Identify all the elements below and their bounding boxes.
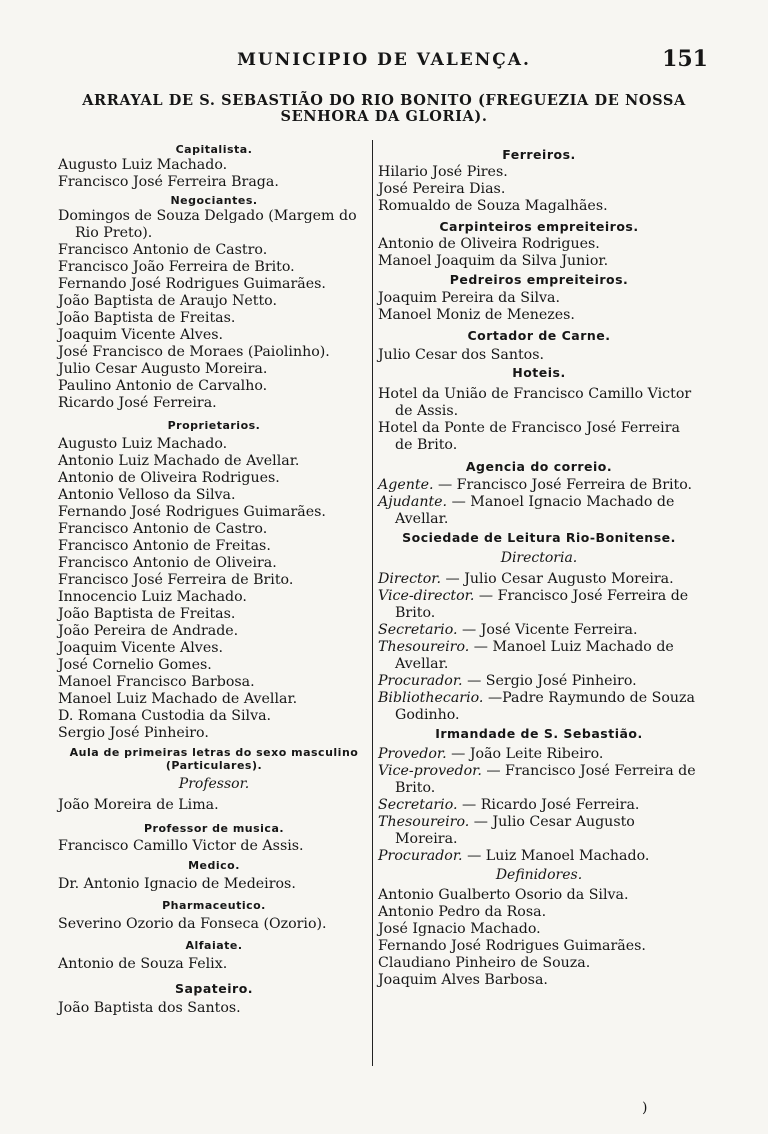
list-item xyxy=(378,848,700,865)
list-item xyxy=(378,639,700,673)
heading-ferreiros: Ferreiros. xyxy=(502,147,576,162)
heading-pedreiros: Pedreiros empreiteiros. xyxy=(449,272,629,287)
role-name: — Francisco José Ferreira de Brito. xyxy=(395,763,696,796)
list-item: José Cornelio Gomes. xyxy=(58,657,212,673)
role-label: Vice-director. xyxy=(378,588,475,604)
list-item: Manoel Francisco Barbosa. xyxy=(58,674,255,690)
list-item: Innocencio Luiz Machado. xyxy=(58,589,247,605)
list-item: Antonio de Oliveira Rodrigues. xyxy=(58,470,280,486)
list-item xyxy=(378,763,700,797)
list-agencia xyxy=(378,477,700,528)
page-header xyxy=(0,46,768,76)
list-item xyxy=(378,814,700,848)
list-item: João Baptista de Araujo Netto. xyxy=(58,293,277,309)
role-name: — Julio Cesar Augusto Moreira. xyxy=(395,814,635,847)
list-item: Joaquim Alves Barbosa. xyxy=(378,972,548,988)
left-column xyxy=(58,142,370,1017)
list-item: Julio Cesar Augusto Moreira. xyxy=(58,361,268,377)
role-label: Thesoureiro. xyxy=(378,639,470,655)
role-name: — Francisco José Ferreira de Brito. xyxy=(437,477,693,493)
list-item: Claudiano Pinheiro de Souza. xyxy=(378,955,591,971)
list-item: Julio Cesar dos Santos. xyxy=(378,347,544,363)
list-item: Antonio Velloso da Silva. xyxy=(58,487,236,503)
role-name: — José Vicente Ferreira. xyxy=(462,622,638,638)
role-label: Director. xyxy=(378,571,442,587)
list-capitalista xyxy=(58,157,370,191)
list-item: José Francisco de Moraes (Paiolinho). xyxy=(58,344,330,360)
list-item: Augusto Luiz Machado. xyxy=(58,436,228,452)
role-label: Vice-provedor. xyxy=(378,763,482,779)
heading-aula-line-2: (Particulares). xyxy=(165,759,263,772)
list-item: Paulino Antonio de Carvalho. xyxy=(58,378,268,394)
list-item xyxy=(378,494,700,528)
list-item: Hotel da União de Francisco Camillo Victor de Assis. xyxy=(378,386,692,419)
list-item: Antonio Pedro da Rosa. xyxy=(378,904,547,920)
heading-sociedade: Sociedade de Leitura Rio-Bonitense. xyxy=(402,530,676,545)
list-item xyxy=(378,477,700,494)
heading-proprietarios: Proprietarios. xyxy=(167,419,261,432)
list-item: Fernando José Rodrigues Guimarães. xyxy=(378,938,646,954)
list-proprietarios xyxy=(58,436,370,742)
list-item: Francisco Antonio de Castro. xyxy=(58,521,268,537)
list-item: Fernando José Rodrigues Guimarães. xyxy=(58,276,326,292)
role-label: Provedor. xyxy=(378,746,447,762)
list-item: Antonio Gualberto Osorio da Silva. xyxy=(378,887,629,903)
list-item xyxy=(378,588,700,622)
heading-cortador: Cortador de Carne. xyxy=(467,328,611,343)
role-label: Procurador. xyxy=(378,848,463,864)
list-item: Manoel Moniz de Menezes. xyxy=(378,307,575,323)
list-item: Francisco Antonio de Castro. xyxy=(58,242,268,258)
list-item xyxy=(378,797,700,814)
list-item: Dr. Antonio Ignacio de Medeiros. xyxy=(58,876,296,892)
list-negociantes xyxy=(58,208,370,412)
heading-medico: Medico. xyxy=(188,859,240,872)
list-item: João Moreira de Lima. xyxy=(58,797,219,813)
list-item: Francisco Antonio de Oliveira. xyxy=(58,555,277,571)
heading-professor-musica: Professor de musica. xyxy=(143,822,285,835)
list-sociedade xyxy=(378,571,700,724)
heading-pharmaceutico: Pharmaceutico. xyxy=(162,899,266,912)
role-name: — João Leite Ribeiro. xyxy=(451,746,604,762)
heading-agencia: Agencia do correio. xyxy=(465,459,613,474)
column-divider xyxy=(372,140,373,1066)
list-item: Francisco José Ferreira de Brito. xyxy=(58,572,294,588)
list-item: João Pereira de Andrade. xyxy=(58,623,239,639)
footer-mark: ) xyxy=(642,1100,648,1116)
list-item xyxy=(378,690,700,724)
role-label: Ajudante. xyxy=(378,494,448,510)
list-item: Antonio de Oliveira Rodrigues. xyxy=(378,236,600,252)
section-title: ARRAYAL DE S. SEBASTIÃO DO RIO BONITO (FREGUEZIA DE NOSSA SENHORA DA GLORIA). xyxy=(82,92,686,125)
list-item: Ricardo José Ferreira. xyxy=(58,395,217,411)
page-number: 151 xyxy=(662,46,708,72)
right-column xyxy=(378,142,700,989)
list-item: Fernando José Rodrigues Guimarães. xyxy=(58,504,326,520)
role-label: Thesoureiro. xyxy=(378,814,470,830)
list-item: Francisco Antonio de Freitas. xyxy=(58,538,271,554)
list-item: Francisco João Ferreira de Brito. xyxy=(58,259,295,275)
list-item: Romualdo de Souza Magalhães. xyxy=(378,198,608,214)
list-item: Hilario José Pires. xyxy=(378,164,508,180)
list-hoteis xyxy=(378,386,700,454)
role-name: — Manoel Ignacio Machado de Avellar. xyxy=(395,494,675,527)
list-item: José Pereira Dias. xyxy=(378,181,506,197)
role-label: Secretario. xyxy=(378,622,458,638)
list-item xyxy=(378,571,700,588)
role-name: — Francisco José Ferreira de Brito. xyxy=(395,588,689,621)
role-name: — Luiz Manoel Machado. xyxy=(467,848,650,864)
subheading-directoria: Directoria. xyxy=(500,550,578,566)
list-item: D. Romana Custodia da Silva. xyxy=(58,708,272,724)
list-carpinteiros xyxy=(378,236,700,270)
list-item: Antonio de Souza Felix. xyxy=(58,956,228,972)
heading-capitalista: Capitalista. xyxy=(175,143,253,156)
heading-irmandade: Irmandade de S. Sebastião. xyxy=(435,726,643,741)
heading-hoteis: Hoteis. xyxy=(512,365,566,380)
running-title: MUNICIPIO DE VALENÇA. xyxy=(237,50,531,70)
list-pedreiros xyxy=(378,290,700,324)
list-item xyxy=(378,673,700,690)
list-item: Domingos de Souza Delgado (Margem do Rio Preto). xyxy=(58,208,357,241)
role-name: — Manoel Luiz Machado de Avellar. xyxy=(395,639,674,672)
list-item: Manoel Luiz Machado de Avellar. xyxy=(58,691,298,707)
list-irmandade xyxy=(378,746,700,865)
list-item: Antonio Luiz Machado de Avellar. xyxy=(58,453,300,469)
role-label: Agente. xyxy=(378,477,434,493)
heading-sapateiro: Sapateiro. xyxy=(174,981,254,996)
subheading-professor: Professor. xyxy=(178,776,250,792)
list-item: Francisco Camillo Victor de Assis. xyxy=(58,838,304,854)
list-item: João Baptista de Freitas. xyxy=(58,606,236,622)
heading-alfaiate: Alfaiate. xyxy=(185,939,243,952)
list-item: Hotel da Ponte de Francisco José Ferreira de Brito. xyxy=(378,420,680,453)
list-item: Manoel Joaquim da Silva Junior. xyxy=(378,253,609,269)
list-item: Joaquim Pereira da Silva. xyxy=(378,290,561,306)
list-item xyxy=(378,746,700,763)
list-item: Severino Ozorio da Fonseca (Ozorio). xyxy=(58,916,327,932)
list-item: José Ignacio Machado. xyxy=(378,921,541,937)
list-item: Augusto Luiz Machado. xyxy=(58,157,228,173)
list-item: João Baptista de Freitas. xyxy=(58,310,236,326)
list-item: Joaquim Vicente Alves. xyxy=(58,640,224,656)
list-item xyxy=(378,622,700,639)
role-name: — Julio Cesar Augusto Moreira. xyxy=(445,571,674,587)
list-item: Francisco José Ferreira Braga. xyxy=(58,174,279,190)
role-label: Bibliothecario. xyxy=(378,690,484,706)
role-label: Procurador. xyxy=(378,673,463,689)
role-name: — Sergio José Pinheiro. xyxy=(467,673,637,689)
role-name: — Ricardo José Ferreira. xyxy=(462,797,640,813)
list-item: João Baptista dos Santos. xyxy=(58,1000,241,1016)
list-ferreiros xyxy=(378,164,700,215)
role-label: Secretario. xyxy=(378,797,458,813)
heading-aula xyxy=(58,746,370,772)
heading-carpinteiros: Carpinteiros empreiteiros. xyxy=(439,219,639,234)
heading-negociantes: Negociantes. xyxy=(170,194,258,207)
list-item: Joaquim Vicente Alves. xyxy=(58,327,224,343)
list-item: Sergio José Pinheiro. xyxy=(58,725,209,741)
role-name: —Padre Raymundo de Souza Godinho. xyxy=(395,690,695,723)
subheading-definidores: Definidores. xyxy=(495,867,583,883)
heading-aula-line-1: Aula de primeiras letras do sexo masculino xyxy=(69,746,359,759)
list-definidores xyxy=(378,887,700,989)
